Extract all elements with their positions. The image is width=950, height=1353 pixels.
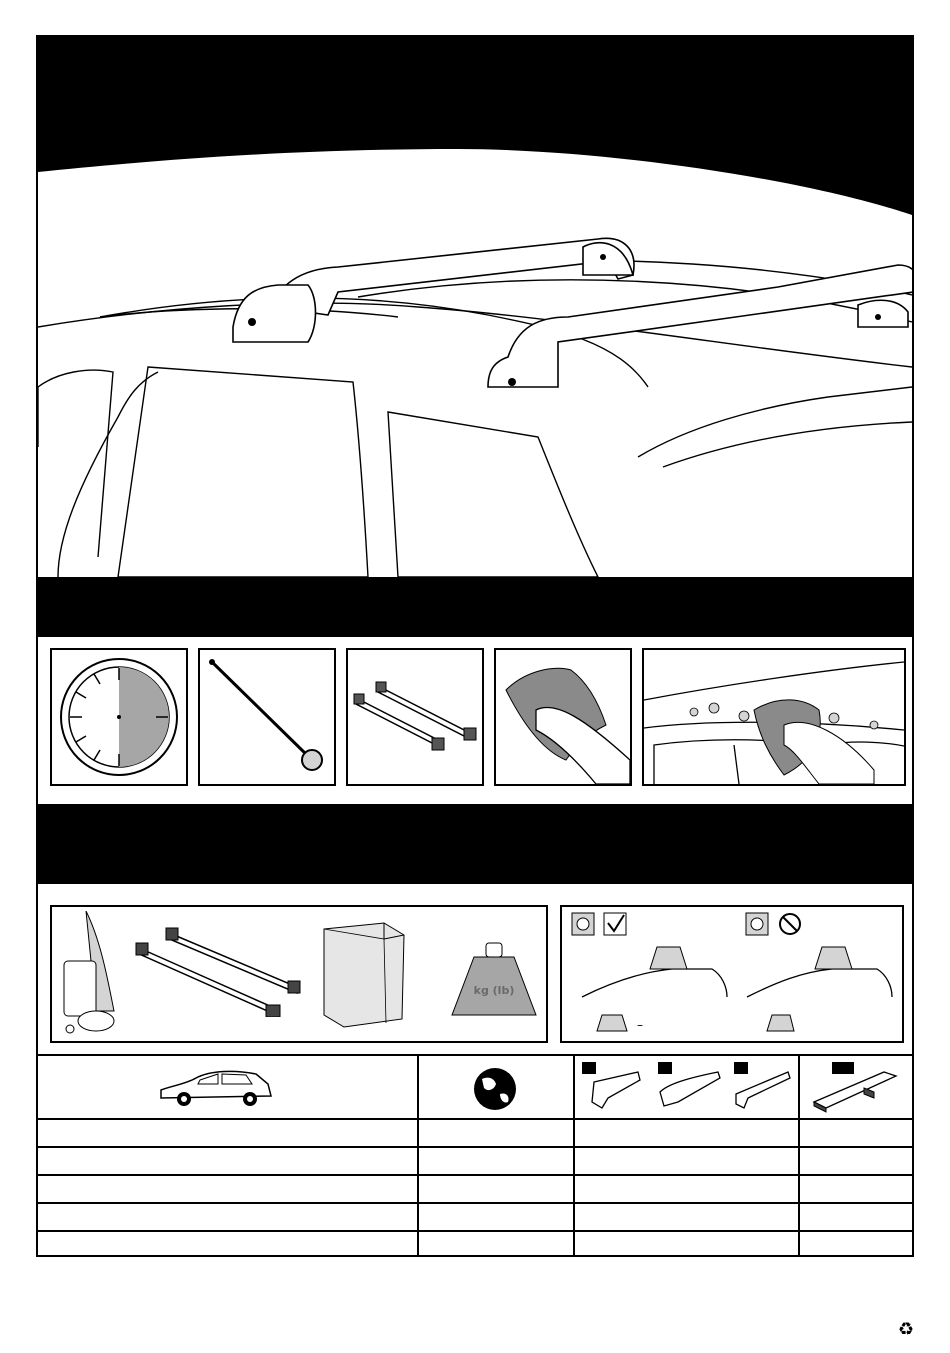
panel-contents <box>50 905 548 1043</box>
table-row <box>38 1230 912 1257</box>
roof-bars-icon <box>132 927 302 1017</box>
load-placement-diagram <box>562 907 902 1041</box>
car-side-icon <box>156 1066 276 1110</box>
table-row <box>38 1174 912 1202</box>
foot-types-icons <box>578 1058 796 1116</box>
instruction-sheet <box>36 35 914 1257</box>
table-row <box>38 1146 912 1174</box>
column-divider <box>573 1054 575 1257</box>
application-table <box>38 1054 912 1257</box>
cleaning-cloth-icon <box>496 650 630 784</box>
panel-load-placement <box>560 905 904 1043</box>
section-band-2 <box>38 804 912 884</box>
column-divider <box>417 1054 419 1257</box>
luggage-icon <box>56 911 126 1039</box>
sad-face-icon <box>751 918 763 930</box>
clean-roof-icon <box>644 650 904 784</box>
globe-icon <box>470 1064 520 1114</box>
rail-foot-icon <box>804 1058 908 1116</box>
panel-clean-roof <box>642 648 906 786</box>
weight-icon <box>444 937 544 1027</box>
column-divider <box>798 1054 800 1257</box>
section-band-1 <box>38 577 912 637</box>
panel-clock <box>50 648 188 786</box>
package-box-icon <box>314 919 414 1031</box>
tool-key-icon <box>200 650 334 784</box>
recycle-icon: ♻ <box>898 1319 915 1340</box>
happy-face-icon <box>577 918 589 930</box>
panel-cloth <box>494 648 632 786</box>
table-row <box>38 1118 912 1146</box>
car-roof-illustration <box>38 157 912 577</box>
weight-label: kg (lb) <box>473 984 515 997</box>
table-row <box>38 1202 912 1230</box>
roof-bars-icon <box>348 650 482 784</box>
dash-label: – <box>637 1018 643 1032</box>
clock-icon <box>52 650 186 784</box>
panel-roof-bars <box>346 648 484 786</box>
panel-tool-key <box>198 648 336 786</box>
